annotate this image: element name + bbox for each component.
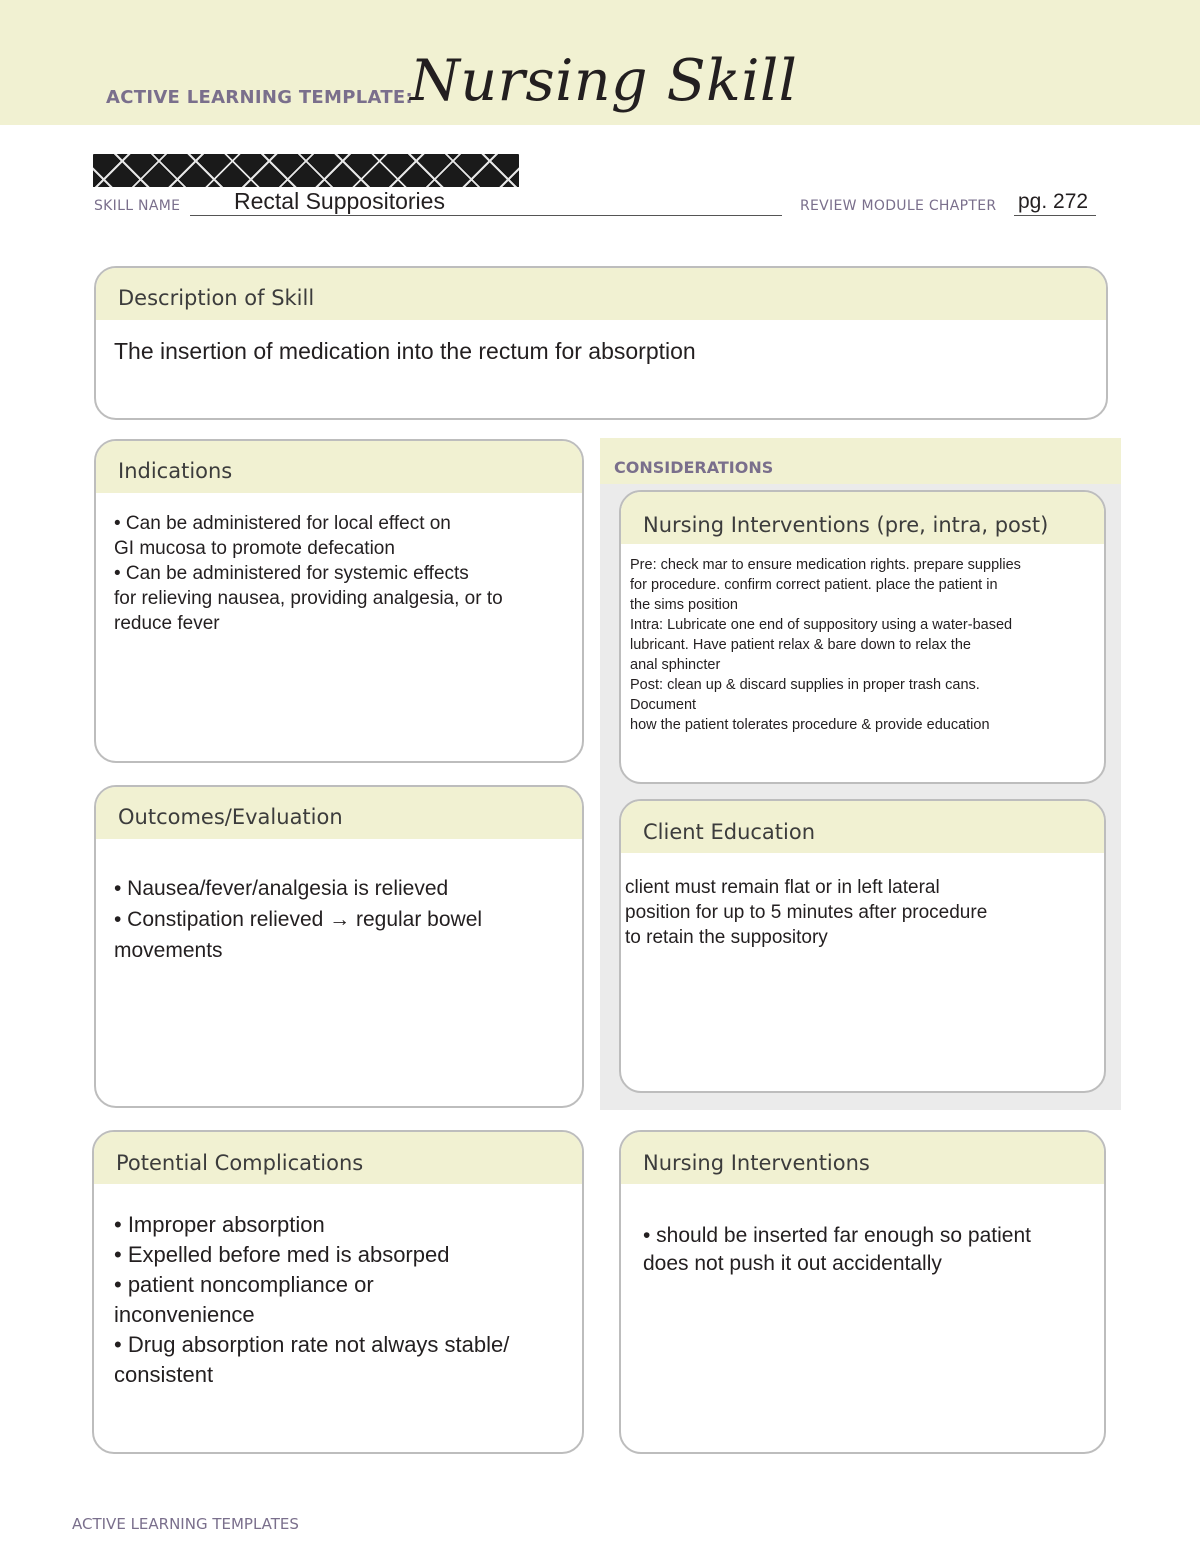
description-box xyxy=(94,266,1108,420)
skill-name-label: SKILL NAME xyxy=(94,198,181,214)
skill-name-row xyxy=(94,190,1104,218)
nursing-interventions-box xyxy=(619,1130,1106,1454)
nursing-interventions-phases-title: Nursing Interventions (pre, intra, post) xyxy=(643,513,1049,537)
indications-box xyxy=(94,439,584,763)
nursing-interventions-phases-text[interactable]: Pre: check mar to ensure medication rights. prepare supplies for procedure. confirm correct patient. place the patient in the sims position Intra: Lubricate one end of suppository using a water-based lubricant. Have patient relax & bare down to relax the anal sphincter Post: clean up & discard supplies in proper trash cans. Document how the patient tolerates procedure & provide education xyxy=(630,557,1021,733)
indications-title: Indications xyxy=(118,459,233,483)
nursing-interventions-phases-box xyxy=(619,490,1106,784)
complications-header xyxy=(94,1132,582,1184)
nursing-interventions-header xyxy=(621,1132,1104,1184)
nursing-interventions-title: Nursing Interventions xyxy=(643,1151,870,1175)
nursing-interventions-phases-header xyxy=(621,492,1104,544)
client-education-text[interactable]: client must remain flat or in left lateral position for up to 5 minutes after procedure to retain the suppository xyxy=(625,877,988,948)
outcomes-header xyxy=(96,787,582,839)
description-header xyxy=(96,268,1106,320)
outcomes-box xyxy=(94,785,584,1108)
complications-text[interactable]: • Improper absorption • Expelled before med is absorped • patient noncompliance or inconvenience • Drug absorption rate not always stable/ consistent xyxy=(114,1212,510,1387)
template-label: ACTIVE LEARNING TEMPLATE: xyxy=(106,87,413,108)
indications-header xyxy=(96,441,582,493)
client-education-title: Client Education xyxy=(643,820,816,844)
description-text[interactable]: The insertion of medication into the rectum for absorption xyxy=(114,338,696,364)
outcomes-title: Outcomes/Evaluation xyxy=(118,805,343,829)
indications-text[interactable]: • Can be administered for local effect on GI mucosa to promote defecation • Can be administered for systemic effects for relieving nausea, providing analgesia, or to reduce fever xyxy=(114,513,503,634)
template-title: Nursing Skill xyxy=(410,48,798,114)
client-education-box xyxy=(619,799,1106,1093)
complications-box xyxy=(92,1130,584,1454)
chapter-underline xyxy=(1014,215,1096,216)
complications-title: Potential Complications xyxy=(116,1151,364,1175)
outcomes-text[interactable]: • Nausea/fever/analgesia is relieved • Constipation relieved → regular bowel movements xyxy=(114,877,483,962)
client-education-header xyxy=(621,801,1104,853)
skill-name-underline xyxy=(190,215,782,216)
chapter-value[interactable]: pg. 272 xyxy=(1018,190,1089,213)
footer-label: ACTIVE LEARNING TEMPLATES xyxy=(72,1515,299,1533)
description-title: Description of Skill xyxy=(118,286,315,310)
considerations-label: CONSIDERATIONS xyxy=(614,458,774,477)
redacted-student-name xyxy=(93,154,519,187)
skill-name-value[interactable]: Rectal Suppositories xyxy=(234,188,445,214)
nursing-interventions-text[interactable]: • should be inserted far enough so patient does not push it out accidentally xyxy=(643,1224,1031,1275)
chapter-label: REVIEW MODULE CHAPTER xyxy=(800,198,997,214)
